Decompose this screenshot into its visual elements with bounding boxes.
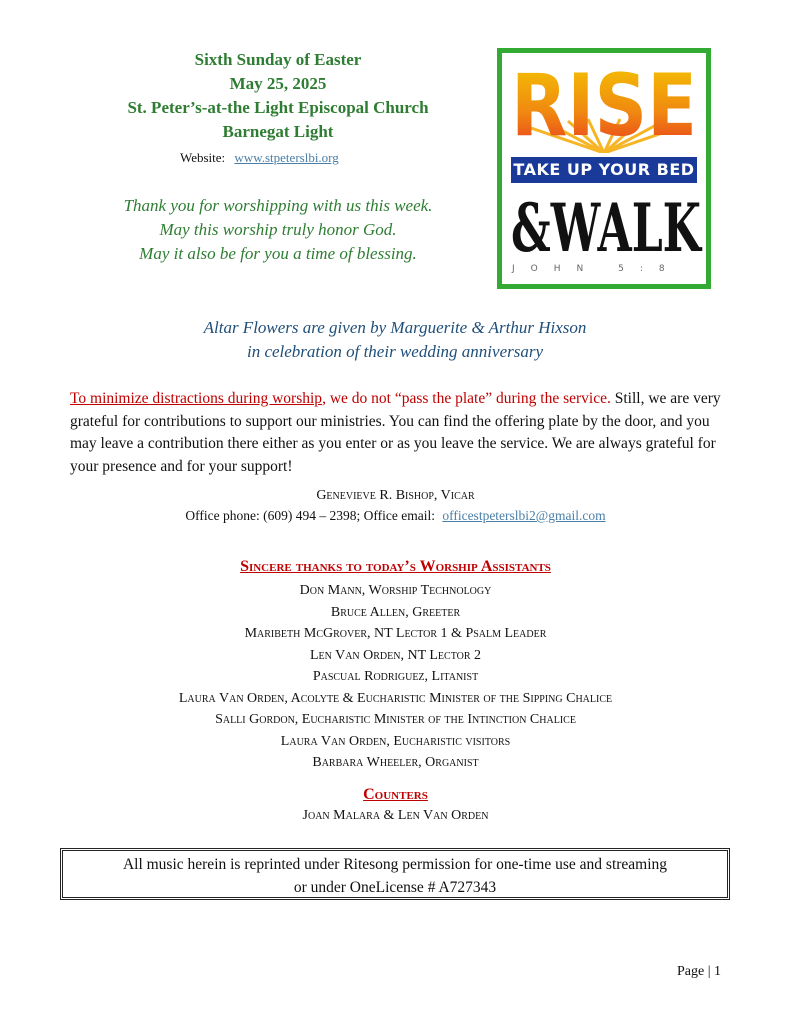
page-label: Page (676, 964, 705, 979)
rise-graphic (508, 57, 700, 153)
assistant-item: Len Van Orden, NT Lector 2 (309, 647, 482, 663)
website-label: Website: (180, 150, 226, 165)
music-line-1: All music herein is reprinted under Ritesong permission for one-time use and streaming (122, 856, 668, 873)
thanks-line-1: Thank you for worshipping with us this week. (123, 196, 433, 215)
assistant-item: Maribeth McGrover, NT Lector 1 & Psalm Leader (244, 626, 547, 641)
music-line-2: or under OneLicense # A727343 (293, 879, 497, 896)
counters-heading: Counters (363, 786, 428, 803)
page-separator: | (707, 964, 711, 979)
altar-line-1: Altar Flowers are given by Marguerite & Arthur Hixson (203, 318, 587, 337)
offering-body: Still, we are very grateful for contributions to support our ministries. You can find the offering plate by the door, and you may leave a contribution there either as you enter or as you leave the service. We are always grateful for your presence and for your support! (70, 390, 721, 475)
thanks-line-3: May it also be for you a time of blessing. (139, 244, 417, 263)
office-contact (0, 508, 791, 524)
page-number (677, 964, 721, 980)
church-name: St. Peter’s-at-the Light Episcopal Church (127, 98, 429, 117)
vicar-name: Genevieve R. Bishop, Vicar (316, 488, 475, 503)
bulletin-header (100, 48, 456, 144)
office-phone-text: Office phone: (609) 494 – 2398; Office email: (185, 508, 435, 523)
assistant-item: Laura Van Orden, Acolyte & Eucharistic Minister of the Sipping Chalice (178, 690, 613, 706)
walk-word: &WALK (511, 189, 703, 261)
assistant-item: Bruce Allen, Greeter (330, 604, 461, 620)
altar-line-2: in celebration of their wedding anniversary (246, 342, 544, 361)
scripture-reference: JOHN 5:8 (512, 264, 681, 274)
offering-lead-underlined: To minimize distractions during worship (70, 390, 323, 407)
thanks-line-2: May this worship truly honor God. (159, 220, 397, 239)
offering-lead-rest: , we do not “pass the plate” during the service. (322, 390, 611, 407)
service-date: May 25, 2025 (229, 74, 327, 93)
rise-walk-logo (497, 48, 711, 289)
page-value: 1 (714, 964, 721, 979)
walk-graphic (508, 185, 704, 261)
website-line (180, 150, 339, 166)
offering-paragraph (70, 388, 725, 478)
office-email-link[interactable]: officestpeterslbi2@gmail.com (442, 508, 606, 523)
church-location: Barnegat Light (222, 122, 334, 141)
take-up-your-bed-band: TAKE UP YOUR BED (511, 157, 697, 183)
assistant-item: Don Mann, Worship Technology (299, 583, 492, 598)
assistant-item: Salli Gordon, Eucharistic Minister of the Intinction Chalice (215, 712, 576, 727)
counters-names: Joan Malara & Len Van Orden (302, 808, 489, 823)
website-link[interactable]: www.stpeterslbi.org (234, 150, 339, 165)
service-name: Sixth Sunday of Easter (194, 50, 362, 69)
assistants-heading: Sincere thanks to today’s Worship Assistants (240, 558, 551, 575)
rise-word: RISE (511, 57, 697, 153)
assistant-item: Laura Van Orden, Eucharistic visitors (280, 733, 511, 749)
assistant-item: Pascual Rodriguez, Litanist (312, 669, 479, 684)
thanks-message (80, 194, 476, 266)
altar-flowers-note (60, 316, 730, 364)
assistants-list (0, 580, 791, 774)
assistant-item: Barbara Wheeler, Organist (312, 755, 479, 770)
music-license-box (60, 848, 730, 900)
